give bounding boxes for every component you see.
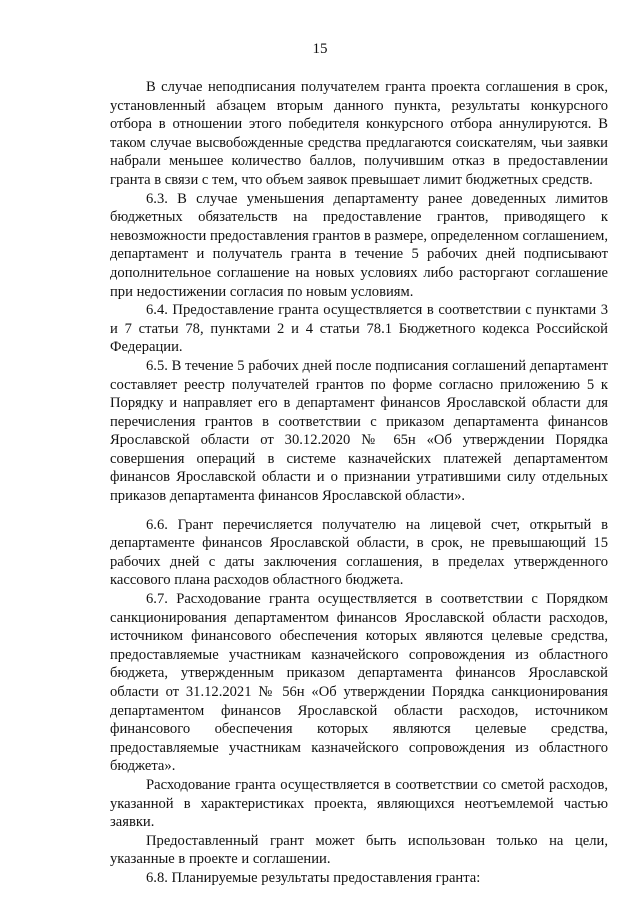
paragraph-unsigned-agreement: В случае неподписания получателем гранта проекта соглашения в срок, установленный абзацем вторым данного пункта, результаты конкурсного отбора в отношении этого победителя конкурсного отбора аннулируются. В таком случае высвобожденные средства предлагаются соискателям, чьи заявки набрали меньшее количество баллов, получившим отказ в предоставлении гранта в связи с тем, что объем заявок превышает лимит бюджетных средств. [110, 79, 608, 188]
paragraph-grant-purpose: Предоставленный грант может быть использован только на цели, указанные в проекте и соглашении. [110, 832, 608, 868]
paragraph-6-4: 6.4. Предоставление гранта осуществляется в соответствии с пунктами 3 и 7 статьи 78, пунктами 2 и 4 статьи 78.1 Бюджетного кодекса Российской Федерации. [110, 302, 608, 356]
paragraph-6-8: 6.8. Планируемые результаты предоставления гранта: [146, 869, 481, 886]
page-number: 15 [312, 41, 328, 57]
paragraph-6-6: 6.6. Грант перечисляется получателю на лицевой счет, открытый в департаменте финансов Ярославской области, в срок, не превышающий 15 рабочих дней с даты заключения соглашения, в пределах утвержденного кассового плана расходов областного бюджета. [110, 516, 608, 589]
paragraph-6-3: 6.3. В случае уменьшения департаменту ранее доведенных лимитов бюджетных обязательств на предоставление грантов, приводящего к невозможности предоставления грантов в размере, определенном соглашением, департамент и получатель гранта в течение 5 рабочих дней подписывают дополнительное соглашение на новых условиях либо расторгают соглашение при недостижении согласия по новым условиям. [110, 190, 608, 300]
document-body [110, 78, 608, 888]
paragraph-6-7: 6.7. Расходование гранта осуществляется в соответствии с Порядком санкционирования департаментом финансов Ярославской области расходов, источником финансового обеспечения которых являются целевые средства, предоставляемые участникам казначейского сопровождения из областного бюджета, утвержденным приказом департамента финансов Ярославской области от 31.12.2021 № 56н «Об утверждении Порядка санкционирования департаментом финансов Ярославской области расходов, источником финансового обеспечения которых являются целевые средства, предоставляемые участникам казначейского сопровождения из областного бюджета». [110, 591, 608, 775]
paragraph-6-5: 6.5. В течение 5 рабочих дней после подписания соглашений департамент составляет реестр получателей грантов по форме согласно приложению 5 к Порядку и направляет его в департамент финансов Ярославской области для перечисления грантов в соответствии с приказом департамента финансов Ярославской области от 30.12.2020 № 65н «Об утверждении Порядка совершения операций в системе казначейских платежей департаментом финансов Ярославской области и о признании утратившими силу отдельных приказов департамента финансов Ярославской области». [110, 357, 608, 505]
paragraph-spending-estimate: Расходование гранта осуществляется в соответствии со сметой расходов, указанной в характеристиках проекта, являющихся неотъемлемой частью заявки. [110, 776, 608, 831]
